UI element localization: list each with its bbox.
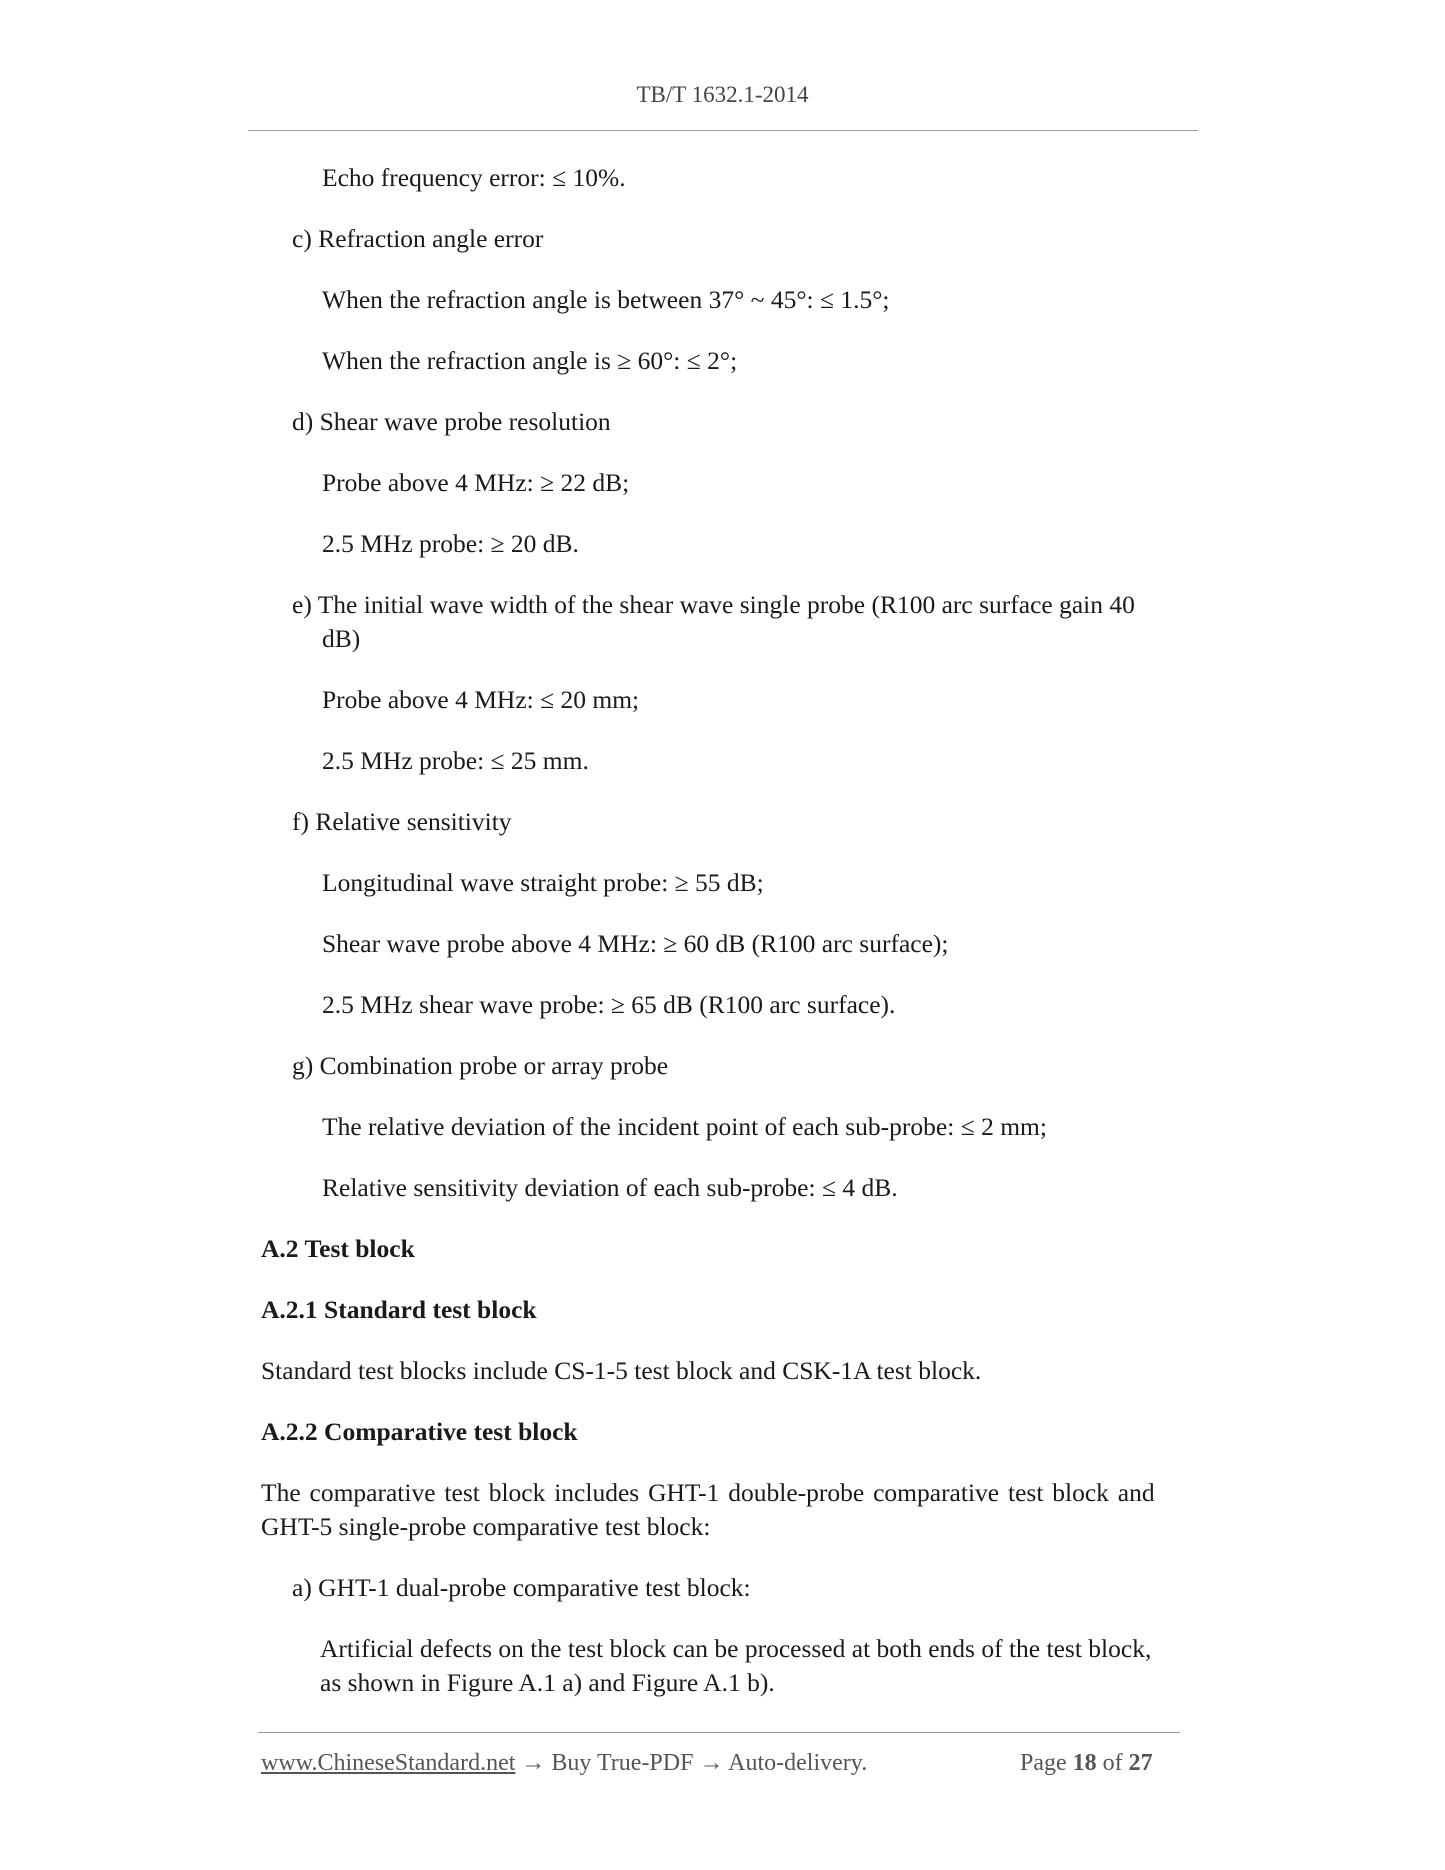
item-d-line-2: 2.5 MHz probe: ≥ 20 dB. — [322, 529, 579, 558]
item-f-line-2: Shear wave probe above 4 MHz: ≥ 60 dB (R100 arc surface); — [322, 929, 949, 958]
item-c-line-1: When the refraction angle is between 37° ~ 45°: ≤ 1.5°; — [322, 285, 890, 314]
section-heading-a21: A.2.1 Standard test block — [261, 1295, 537, 1324]
section-a22-text-line-2: GHT-5 single-probe comparative test block: — [261, 1512, 711, 1541]
section-a22-text-line-1: The comparative test block includes GHT-1 double-probe comparative test block and — [261, 1478, 1155, 1507]
footer-left — [261, 1750, 867, 1777]
page-label: Page — [1020, 1750, 1067, 1776]
page-number: 18 — [1072, 1750, 1097, 1776]
item-g-line-1: The relative deviation of the incident point of each sub-probe: ≤ 2 mm; — [322, 1112, 1047, 1141]
item-a-text-line-2: as shown in Figure A.1 a) and Figure A.1 b). — [320, 1668, 775, 1697]
page-total: 27 — [1128, 1750, 1153, 1776]
arrow-right-icon: → — [521, 1750, 546, 1776]
item-f-line-3: 2.5 MHz shear wave probe: ≥ 65 dB (R100 arc surface). — [322, 990, 896, 1019]
header-divider — [248, 130, 1198, 131]
item-e-line-1: Probe above 4 MHz: ≤ 20 mm; — [322, 685, 640, 714]
arrow-right-icon: → — [699, 1750, 724, 1776]
chinesestandard-link[interactable]: www.ChineseStandard.net — [261, 1750, 516, 1776]
footer-buy-text: Buy True-PDF — [551, 1750, 694, 1776]
item-e-line-2: 2.5 MHz probe: ≤ 25 mm. — [322, 746, 589, 775]
item-c-line-2: When the refraction angle is ≥ 60°: ≤ 2°; — [322, 346, 738, 375]
footer-delivery-text: Auto-delivery. — [728, 1750, 868, 1776]
document-header-title: TB/T 1632.1-2014 — [636, 82, 809, 107]
page-indicator — [1020, 1750, 1153, 1777]
item-d-title: d) Shear wave probe resolution — [292, 407, 611, 436]
item-g-title: g) Combination probe or array probe — [292, 1051, 669, 1080]
of-label: of — [1102, 1750, 1123, 1776]
item-g-line-2: Relative sensitivity deviation of each sub-probe: ≤ 4 dB. — [322, 1173, 898, 1202]
item-c-title: c) Refraction angle error — [292, 224, 544, 253]
item-a-title: a) GHT-1 dual-probe comparative test block: — [292, 1573, 751, 1602]
item-a-text-line-1: Artificial defects on the test block can be processed at both ends of the test block, — [320, 1634, 1152, 1663]
item-f-line-1: Longitudinal wave straight probe: ≥ 55 dB; — [322, 868, 764, 897]
footer-divider — [258, 1732, 1180, 1733]
echo-frequency-line: Echo frequency error: ≤ 10%. — [322, 163, 626, 192]
item-e-title-line-2: dB) — [322, 624, 361, 653]
section-a21-text: Standard test blocks include CS-1-5 test block and CSK-1A test block. — [261, 1356, 982, 1385]
item-e-title-line-1: e) The initial wave width of the shear wave single probe (R100 arc surface gain 40 — [292, 590, 1135, 619]
section-heading-a2: A.2 Test block — [261, 1234, 415, 1263]
item-f-title: f) Relative sensitivity — [292, 807, 512, 836]
section-heading-a22: A.2.2 Comparative test block — [261, 1417, 578, 1446]
item-d-line-1: Probe above 4 MHz: ≥ 22 dB; — [322, 468, 630, 497]
